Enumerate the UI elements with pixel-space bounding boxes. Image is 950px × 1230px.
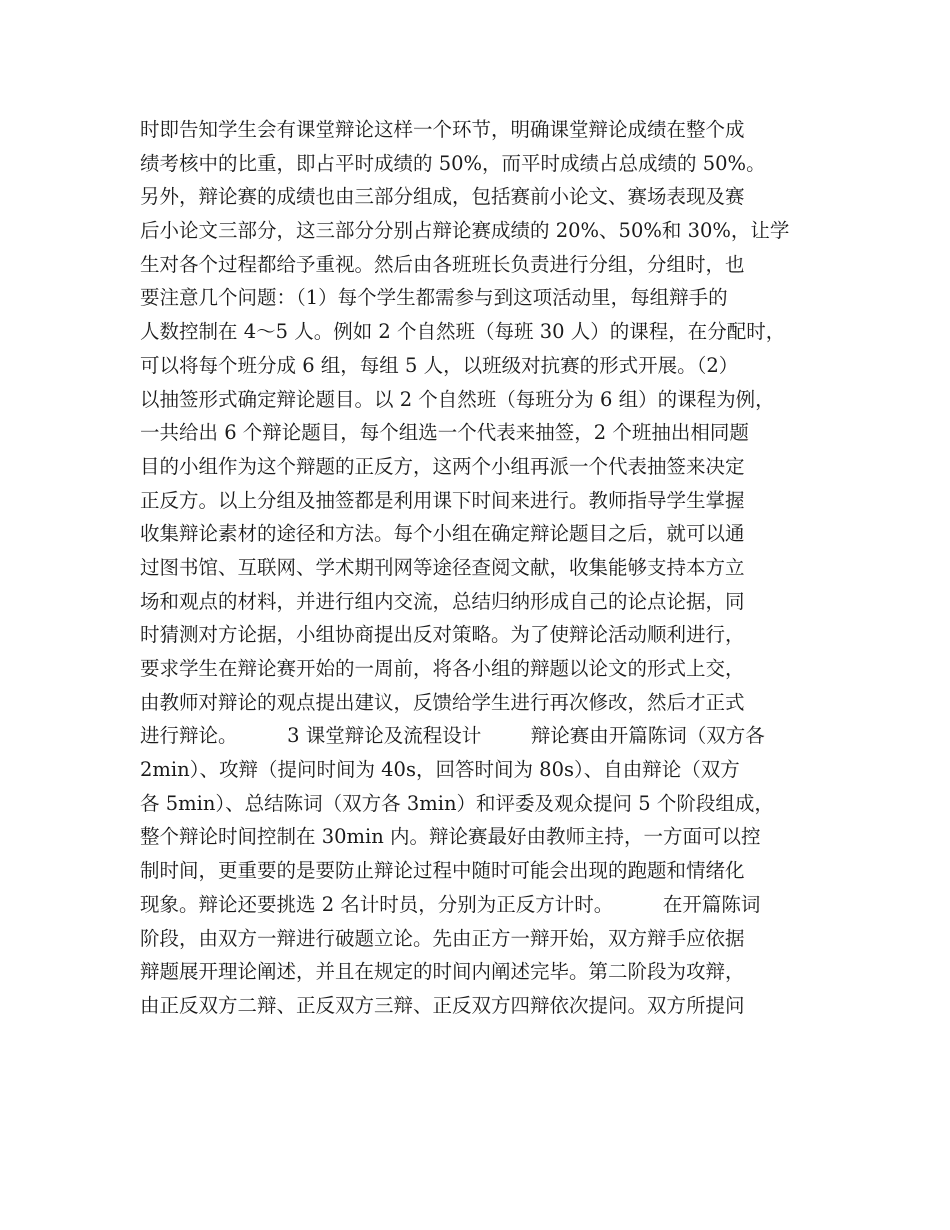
text-line: 时猜测对方论据，小组协商提出反对策略。为了使辩论活动顺利进行， <box>140 623 745 647</box>
text-line: 进行辩论。 3 课堂辩论及流程设计 辩论赛由开篇陈词（双方各 <box>140 724 765 748</box>
text-line: 绩考核中的比重，即占平时成绩的 50%，而平时成绩占总成绩的 50%。 <box>140 151 766 175</box>
text-line: 收集辩论素材的途径和方法。每个小组在确定辩论题目之后，就可以通 <box>140 522 745 546</box>
text-line: 后小论文三部分，这三部分分别占辩论赛成绩的 20%、50%和 30%，让学 <box>140 219 790 243</box>
text-line: 一共给出 6 个辩论题目，每个组选一个代表来抽签，2 个班抽出相同题 <box>140 421 749 445</box>
text-line: 人数控制在 4～5 人。例如 2 个自然班（每班 30 人）的课程，在分配时， <box>140 320 786 344</box>
text-line: 各 5min）、总结陈词（双方各 3min）和评委及观众提问 5 个阶段组成， <box>140 791 774 815</box>
text-line: 以抽签形式确定辩论题目。以 2 个自然班（每班分为 6 组）的课程为例， <box>140 387 775 411</box>
body-text <box>140 113 840 1023</box>
text-line: 整个辩论时间控制在 30min 内。辩论赛最好由教师主持，一方面可以控 <box>140 825 761 849</box>
text-line: 场和观点的材料，并进行组内交流，总结归纳形成自己的论点论据，同 <box>140 589 745 613</box>
text-line: 目的小组作为这个辩题的正反方，这两个小组再派一个代表抽签来决定 <box>140 454 745 478</box>
text-line: 由正反双方二辩、正反双方三辩、正反双方四辩依次提问。双方所提问 <box>140 993 745 1017</box>
text-line: 阶段，由双方一辩进行破题立论。先由正方一辩开始，双方辩手应依据 <box>140 926 745 950</box>
text-line: 现象。辩论还要挑选 2 名计时员，分别为正反方计时。 在开篇陈词 <box>140 892 761 916</box>
text-line: 制时间，更重要的是要防止辩论过程中随时可能会出现的跑题和情绪化 <box>140 859 745 883</box>
text-line: 辩题展开理论阐述，并且在规定的时间内阐述完毕。第二阶段为攻辩， <box>140 960 745 984</box>
text-line: 可以将每个班分成 6 组，每组 5 人，以班级对抗赛的形式开展。（2） <box>140 353 739 377</box>
text-line: 要求学生在辩论赛开始的一周前，将各小组的辩题以论文的形式上交， <box>140 657 745 680</box>
text-line: 2min）、攻辩（提问时间为 40s，回答时间为 80s）、自由辩论（双方 <box>140 758 740 782</box>
text-line: 正反方。以上分组及抽签都是利用课下时间来进行。教师指导学生掌握 <box>140 488 745 512</box>
text-line: 另外，辩论赛的成绩也由三部分组成，包括赛前小论文、赛场表现及赛 <box>140 185 745 209</box>
text-line: 由教师对辩论的观点提出建议，反馈给学生进行再次修改，然后才正式 <box>140 690 745 714</box>
text-line: 过图书馆、互联网、学术期刊网等途径查阅文献，收集能够支持本方立 <box>140 555 745 579</box>
text-line: 要注意几个问题：（1）每个学生都需参与到这项活动里，每组辩手的 <box>140 286 728 310</box>
text-line: 生对各个过程都给予重视。然后由各班班长负责进行分组，分组时，也 <box>140 252 745 276</box>
text-line: 时即告知学生会有课堂辩论这样一个环节，明确课堂辩论成绩在整个成 <box>140 118 745 141</box>
